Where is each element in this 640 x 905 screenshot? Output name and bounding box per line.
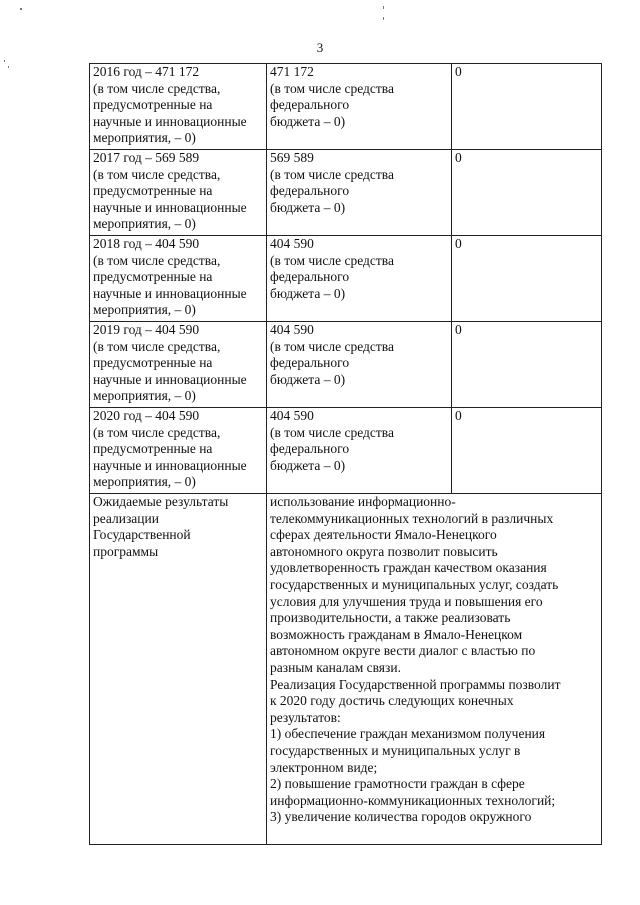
scan-speck: [4, 60, 5, 62]
funding-year-line: предусмотренные на: [93, 441, 213, 457]
funding-year-line: предусмотренные на: [93, 183, 213, 199]
program-funding-table: [89, 63, 602, 845]
funding-year-line: 2019 год – 404 590: [93, 322, 200, 337]
funding-year-cell: [90, 322, 267, 408]
expected-results-line: государственных и муниципальных услуг, создать: [270, 576, 559, 592]
funding-year-line: предусмотренные на: [93, 355, 213, 371]
expected-results-label: Государственной: [93, 527, 191, 543]
expected-results-line: 3) увеличение количества городов окружного: [270, 809, 532, 825]
expected-results-row: [90, 494, 602, 845]
expected-results-line: Реализация Государственной программы позволит: [270, 676, 561, 692]
funding-amount-cell: [267, 408, 452, 494]
funding-amount-line: (в том числе средства: [270, 424, 394, 440]
scan-speck: [8, 66, 9, 68]
funding-amount-line: (в том числе средства: [270, 338, 394, 354]
funding-amount-line: федерального: [270, 269, 350, 285]
expected-results-line: возможность гражданам в Ямало-Ненецком: [270, 626, 523, 642]
funding-amount-line: бюджета – 0): [270, 285, 346, 301]
funding-year-cell: [90, 236, 267, 322]
funding-other-value: 0: [455, 322, 462, 337]
funding-year-line: мероприятия, – 0): [93, 388, 196, 404]
expected-results-line: автономном округе вести диалог с властью по: [270, 643, 536, 659]
funding-row: [90, 322, 602, 408]
expected-results-line: результатов:: [270, 709, 341, 725]
expected-results-line: автономного округа позволит повысить: [270, 543, 498, 559]
funding-amount-line: 404 590: [270, 236, 314, 251]
funding-amount-line: федерального: [270, 183, 350, 199]
funding-year-line: 2016 год – 471 172: [93, 64, 200, 79]
funding-year-line: (в том числе средства,: [93, 80, 221, 96]
funding-year-line: (в том числе средства,: [93, 338, 221, 354]
funding-amount-line: 404 590: [270, 408, 314, 423]
funding-amount-cell: [267, 64, 452, 150]
funding-year-line: (в том числе средства,: [93, 166, 221, 182]
funding-amount-line: бюджета – 0): [270, 199, 346, 215]
funding-other-cell: [452, 408, 602, 494]
funding-row: [90, 64, 602, 150]
funding-amount-line: 569 589: [270, 150, 314, 165]
funding-other-cell: [452, 150, 602, 236]
funding-other-cell: [452, 322, 602, 408]
scan-speck: [383, 17, 384, 20]
funding-amount-line: федерального: [270, 441, 350, 457]
funding-year-line: научные и инновационные: [93, 199, 247, 215]
expected-results-line: сферах деятельности Ямало-Ненецкого: [270, 527, 497, 543]
funding-amount-line: (в том числе средства: [270, 166, 394, 182]
scan-speck: [383, 6, 384, 9]
funding-year-line: научные и инновационные: [93, 371, 247, 387]
funding-year-cell: [90, 150, 267, 236]
funding-year-cell: [90, 408, 267, 494]
expected-results-line: разным каналам связи.: [270, 659, 401, 675]
funding-amount-cell: [267, 150, 452, 236]
expected-results-line: условия для улучшения труда и повышения его: [270, 593, 543, 609]
expected-results-line: производительности, а также реализовать: [270, 610, 511, 626]
scan-speck: [20, 8, 22, 10]
funding-year-line: научные и инновационные: [93, 285, 247, 301]
funding-year-line: предусмотренные на: [93, 269, 213, 285]
funding-amount-line: федерального: [270, 355, 350, 371]
funding-year-line: мероприятия, – 0): [93, 216, 196, 232]
expected-results-label: Ожидаемые результаты: [93, 494, 229, 509]
funding-year-line: 2017 год – 569 589: [93, 150, 200, 165]
expected-results-line: 2) повышение грамотности граждан в сфере: [270, 776, 525, 792]
funding-other-value: 0: [455, 150, 462, 165]
expected-results-line: государственных и муниципальных услуг в: [270, 742, 521, 758]
funding-amount-cell: [267, 322, 452, 408]
funding-amount-line: федерального: [270, 97, 350, 113]
funding-amount-line: 471 172: [270, 64, 314, 79]
funding-row: [90, 150, 602, 236]
funding-amount-line: бюджета – 0): [270, 457, 346, 473]
funding-year-line: (в том числе средства,: [93, 424, 221, 440]
expected-results-line: к 2020 году достичь следующих конечных: [270, 693, 514, 709]
expected-results-label: программы: [93, 543, 159, 559]
expected-results-text-cell: [267, 494, 602, 845]
funding-year-line: мероприятия, – 0): [93, 474, 196, 490]
funding-amount-line: бюджета – 0): [270, 113, 346, 129]
funding-other-cell: [452, 236, 602, 322]
funding-year-line: мероприятия, – 0): [93, 302, 196, 318]
funding-year-line: мероприятия, – 0): [93, 130, 196, 146]
funding-year-line: научные и инновационные: [93, 457, 247, 473]
funding-row: [90, 408, 602, 494]
expected-results-line: 1) обеспечение граждан механизмом получения: [270, 726, 546, 742]
expected-results-label-cell: [90, 494, 267, 845]
funding-amount-line: (в том числе средства: [270, 80, 394, 96]
funding-other-value: 0: [455, 64, 462, 79]
funding-amount-line: (в том числе средства: [270, 252, 394, 268]
funding-year-line: (в том числе средства,: [93, 252, 221, 268]
expected-results-line: удовлетворенность граждан качеством оказания: [270, 560, 547, 576]
funding-amount-line: бюджета – 0): [270, 371, 346, 387]
expected-results-label: реализации: [93, 510, 159, 526]
funding-year-line: предусмотренные на: [93, 97, 213, 113]
funding-row: [90, 236, 602, 322]
expected-results-line: телекоммуникационных технологий в различных: [270, 510, 554, 526]
funding-year-cell: [90, 64, 267, 150]
expected-results-line: использование информационно-: [270, 494, 456, 509]
funding-amount-line: 404 590: [270, 322, 314, 337]
expected-results-line: информационно-коммуникационных технологий;: [270, 792, 556, 808]
funding-year-line: 2020 год – 404 590: [93, 408, 200, 423]
funding-year-line: научные и инновационные: [93, 113, 247, 129]
page-number: 3: [316, 40, 324, 55]
funding-other-value: 0: [455, 236, 462, 251]
funding-year-line: 2018 год – 404 590: [93, 236, 200, 251]
funding-other-value: 0: [455, 408, 462, 423]
expected-results-line: электронном виде;: [270, 759, 378, 775]
funding-amount-cell: [267, 236, 452, 322]
funding-other-cell: [452, 64, 602, 150]
